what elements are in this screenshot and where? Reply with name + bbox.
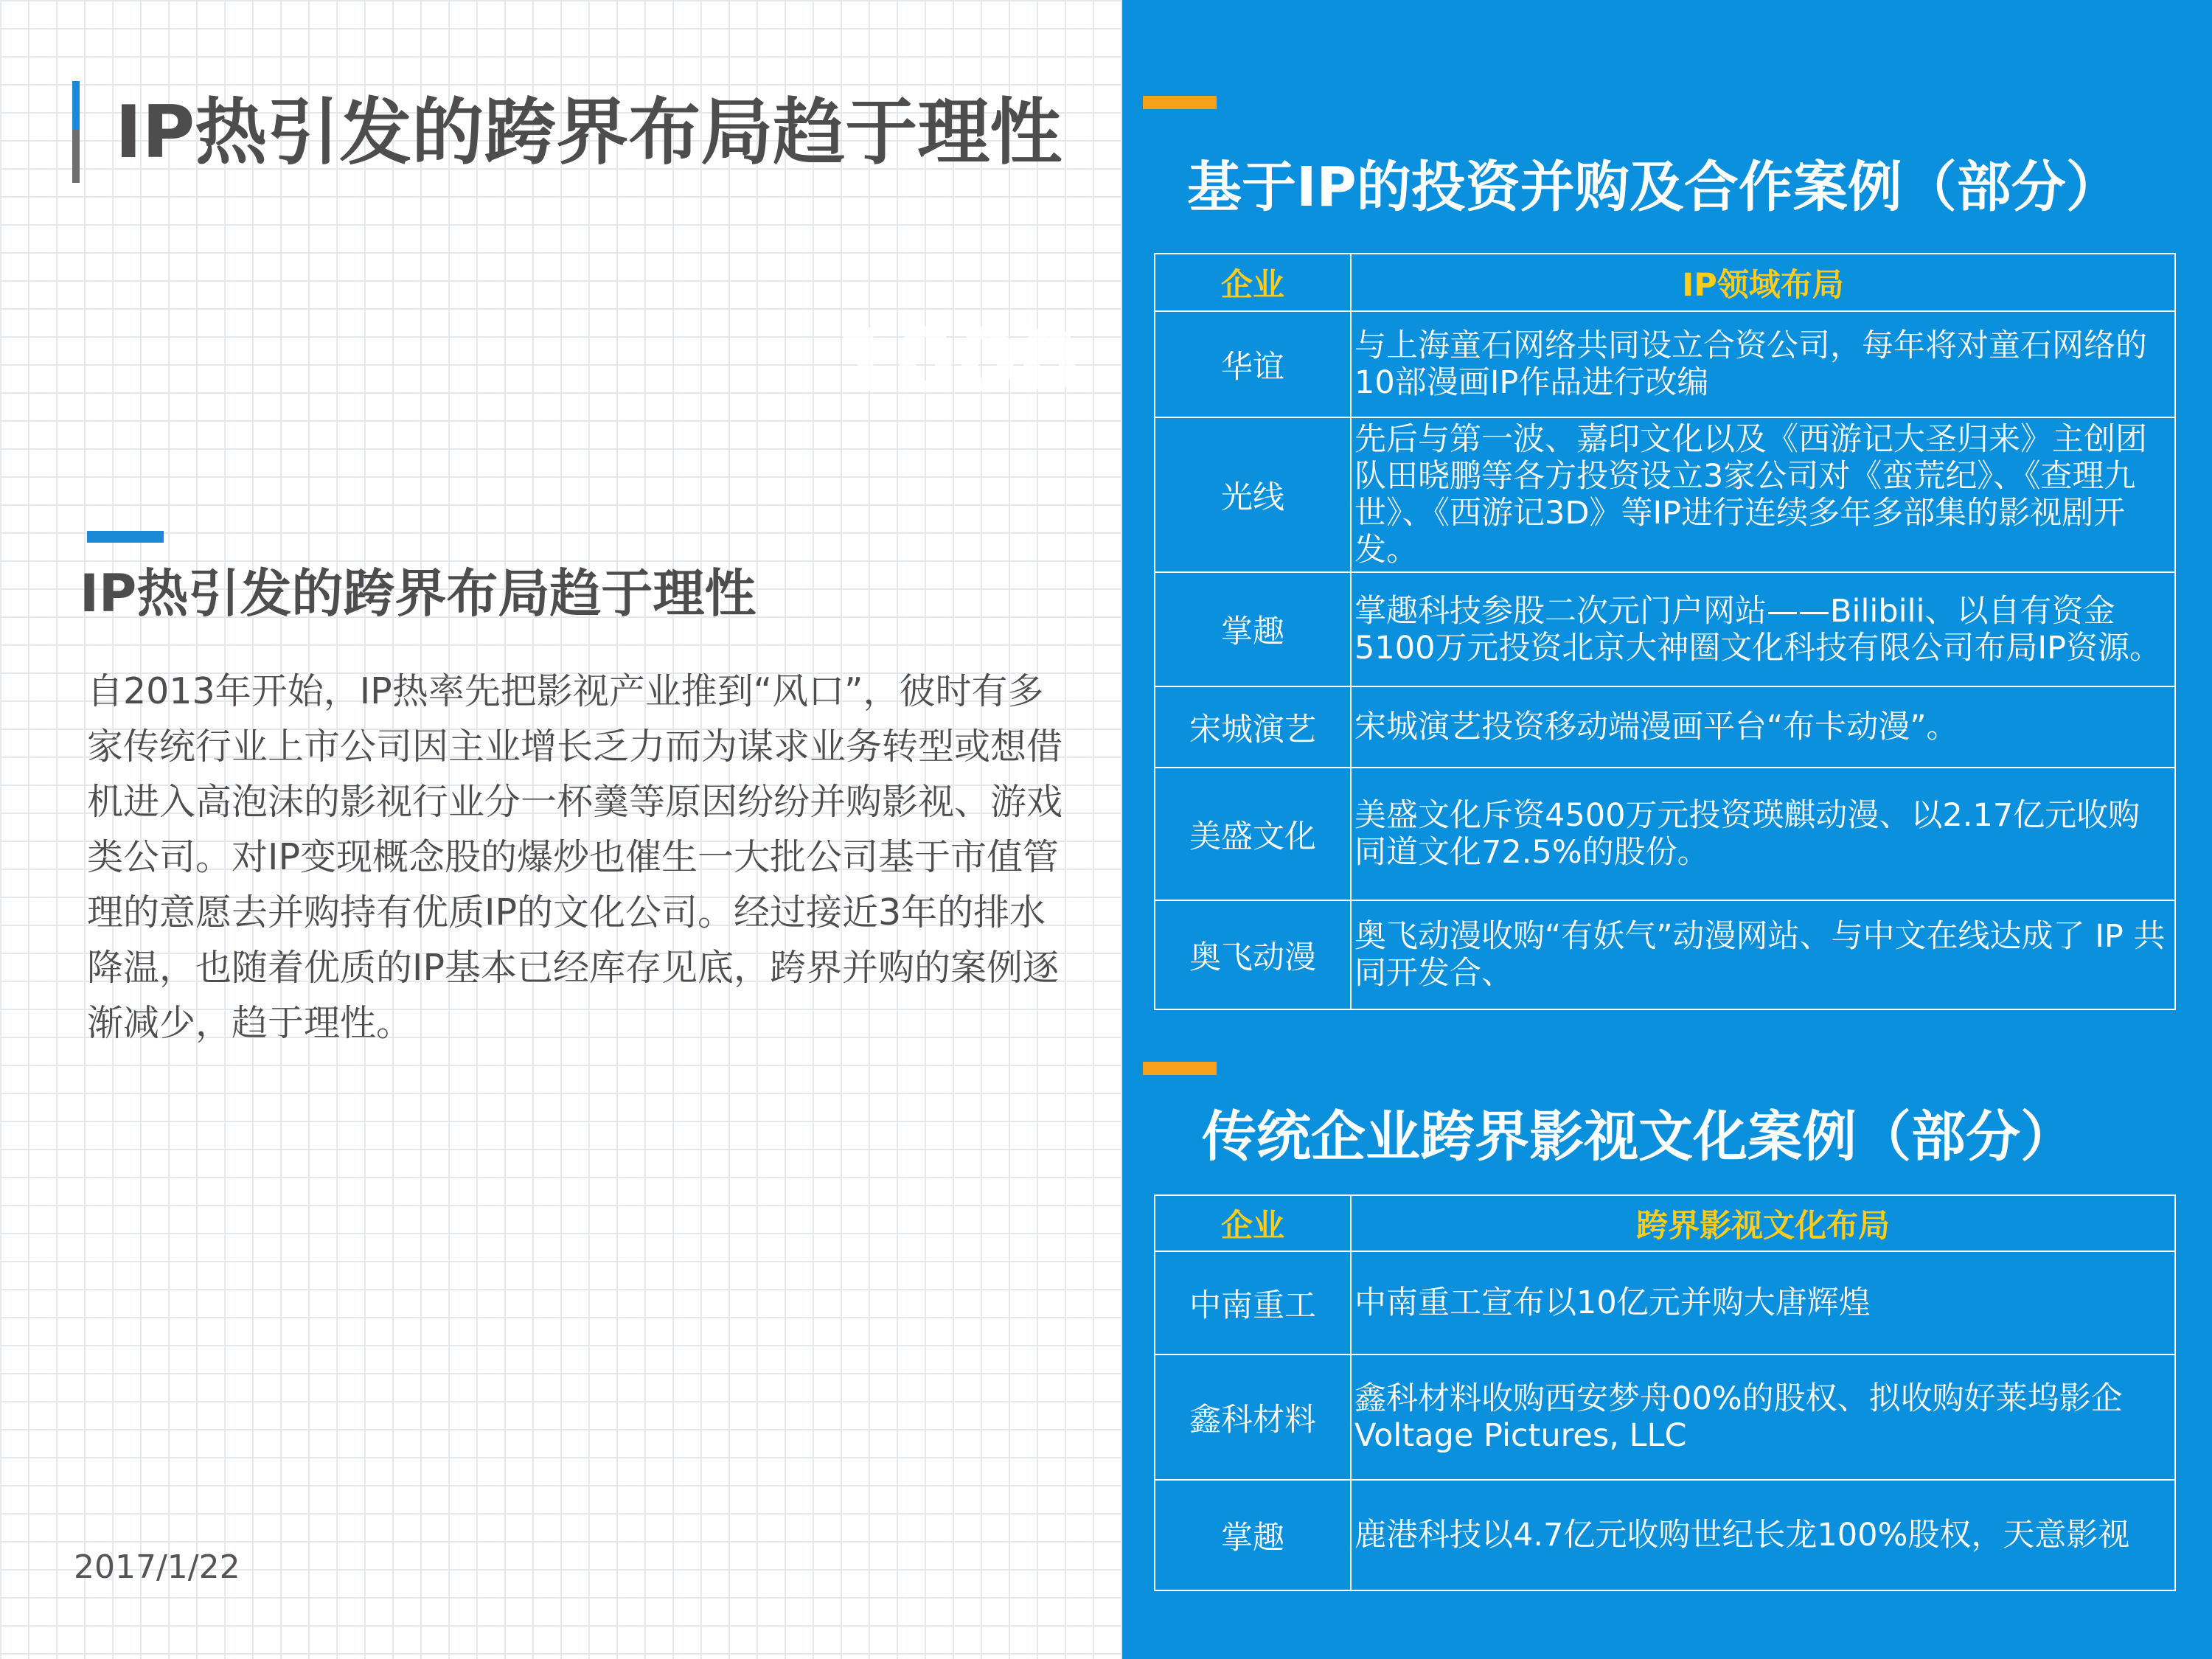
desc-cell: 鹿港科技以4.7亿元收购世纪长龙100%股权，天意影视 — [1351, 1480, 2175, 1590]
table2-accent-bar — [1143, 1062, 1217, 1075]
desc-cell: 美盛文化斥资4500万元投资瑛麒动漫、以2.17亿元收购同道文化72.5%的股份。 — [1351, 768, 2175, 900]
column-header: 企业 — [1155, 254, 1351, 311]
ghost-number: 1000 — [833, 310, 1082, 411]
company-cell: 光线 — [1155, 417, 1351, 572]
section-title: IP热引发的跨界布局趋于理性 — [80, 563, 757, 624]
company-cell: 美盛文化 — [1155, 768, 1351, 900]
table-row — [1155, 900, 2175, 1009]
body-paragraph: 自2013年开始，IP热率先把影视产业推到“风口”，彼时有多家传统行业上市公司因主业增长乏力而为谋求业务转型或想借机进入高泡沫的影视行业分一杯羹等原因纷纷并购影视、游戏类公司。对IP变现概念股的爆炒也催生一大批公司基于市值管理的意愿去并购持有优质IP的文化公司。经过接近3年的排水降温，也随着优质的IP基本已经库存见底，跨界并购的案例逐渐减少，趋于理性。 — [87, 670, 1063, 1044]
table-row — [1155, 311, 2175, 417]
company-cell: 华谊 — [1155, 311, 1351, 417]
table-row — [1155, 768, 2175, 900]
section-accent-bar — [87, 531, 164, 543]
desc-cell: 中南重工宣布以10亿元并购大唐辉煌 — [1351, 1251, 2175, 1354]
company-cell: 掌趣 — [1155, 572, 1351, 686]
table-header-row — [1155, 254, 2175, 311]
desc-cell: 鑫科材料收购西安梦舟00%的股权、拟收购好莱坞影企Voltage Pictures, LLC — [1351, 1354, 2175, 1480]
column-header: 跨界影视文化布局 — [1351, 1195, 2175, 1251]
table-row — [1155, 1354, 2175, 1480]
company-cell: 中南重工 — [1155, 1251, 1351, 1354]
column-header: 企业 — [1155, 1195, 1351, 1251]
company-cell: 鑫科材料 — [1155, 1354, 1351, 1480]
table-row — [1155, 1251, 2175, 1354]
desc-cell: 奥飞动漫收购“有妖气”动漫网站、与中文在线达成了 IP 共同开发合、 — [1351, 900, 2175, 1009]
desc-cell: 掌趣科技参股二次元门户网站——Bilibili、以自有资金5100万元投资北京大神圈文化科技有限公司布局IP资源。 — [1351, 572, 2175, 686]
table-row — [1155, 686, 2175, 768]
ip-investment-table — [1154, 253, 2176, 1010]
company-cell: 掌趣 — [1155, 1480, 1351, 1590]
page-title: IP热引发的跨界布局趋于理性 — [115, 91, 1062, 175]
company-cell: 奥飞动漫 — [1155, 900, 1351, 1009]
table-header-row — [1155, 1195, 2175, 1251]
column-header: IP领域布局 — [1351, 254, 2175, 311]
crossover-table — [1154, 1194, 2176, 1591]
table-row — [1155, 417, 2175, 572]
table1-accent-bar — [1143, 96, 1217, 109]
table-row — [1155, 1480, 2175, 1590]
table2-title: 传统企业跨界影视文化案例（部分） — [1202, 1105, 2075, 1169]
table-row — [1155, 572, 2175, 686]
company-cell: 宋城演艺 — [1155, 686, 1351, 768]
desc-cell: 先后与第一波、嘉印文化以及《西游记大圣归来》主创团队田晓鹏等各方投资设立3家公司对《蛮荒纪》、《查理九世》、《西游记3D》等IP进行连续多年多部集的影视剧开发。 — [1351, 417, 2175, 572]
desc-cell: 宋城演艺投资移动端漫画平台“布卡动漫”。 — [1351, 686, 2175, 768]
desc-cell: 与上海童石网络共同设立合资公司，每年将对童石网络的10部漫画IP作品进行改编 — [1351, 311, 2175, 417]
footer-date: 2017/1/22 — [74, 1548, 240, 1586]
title-accent-bar — [72, 81, 80, 183]
table1-title: 基于IP的投资并购及合作案例（部分） — [1187, 156, 2121, 219]
